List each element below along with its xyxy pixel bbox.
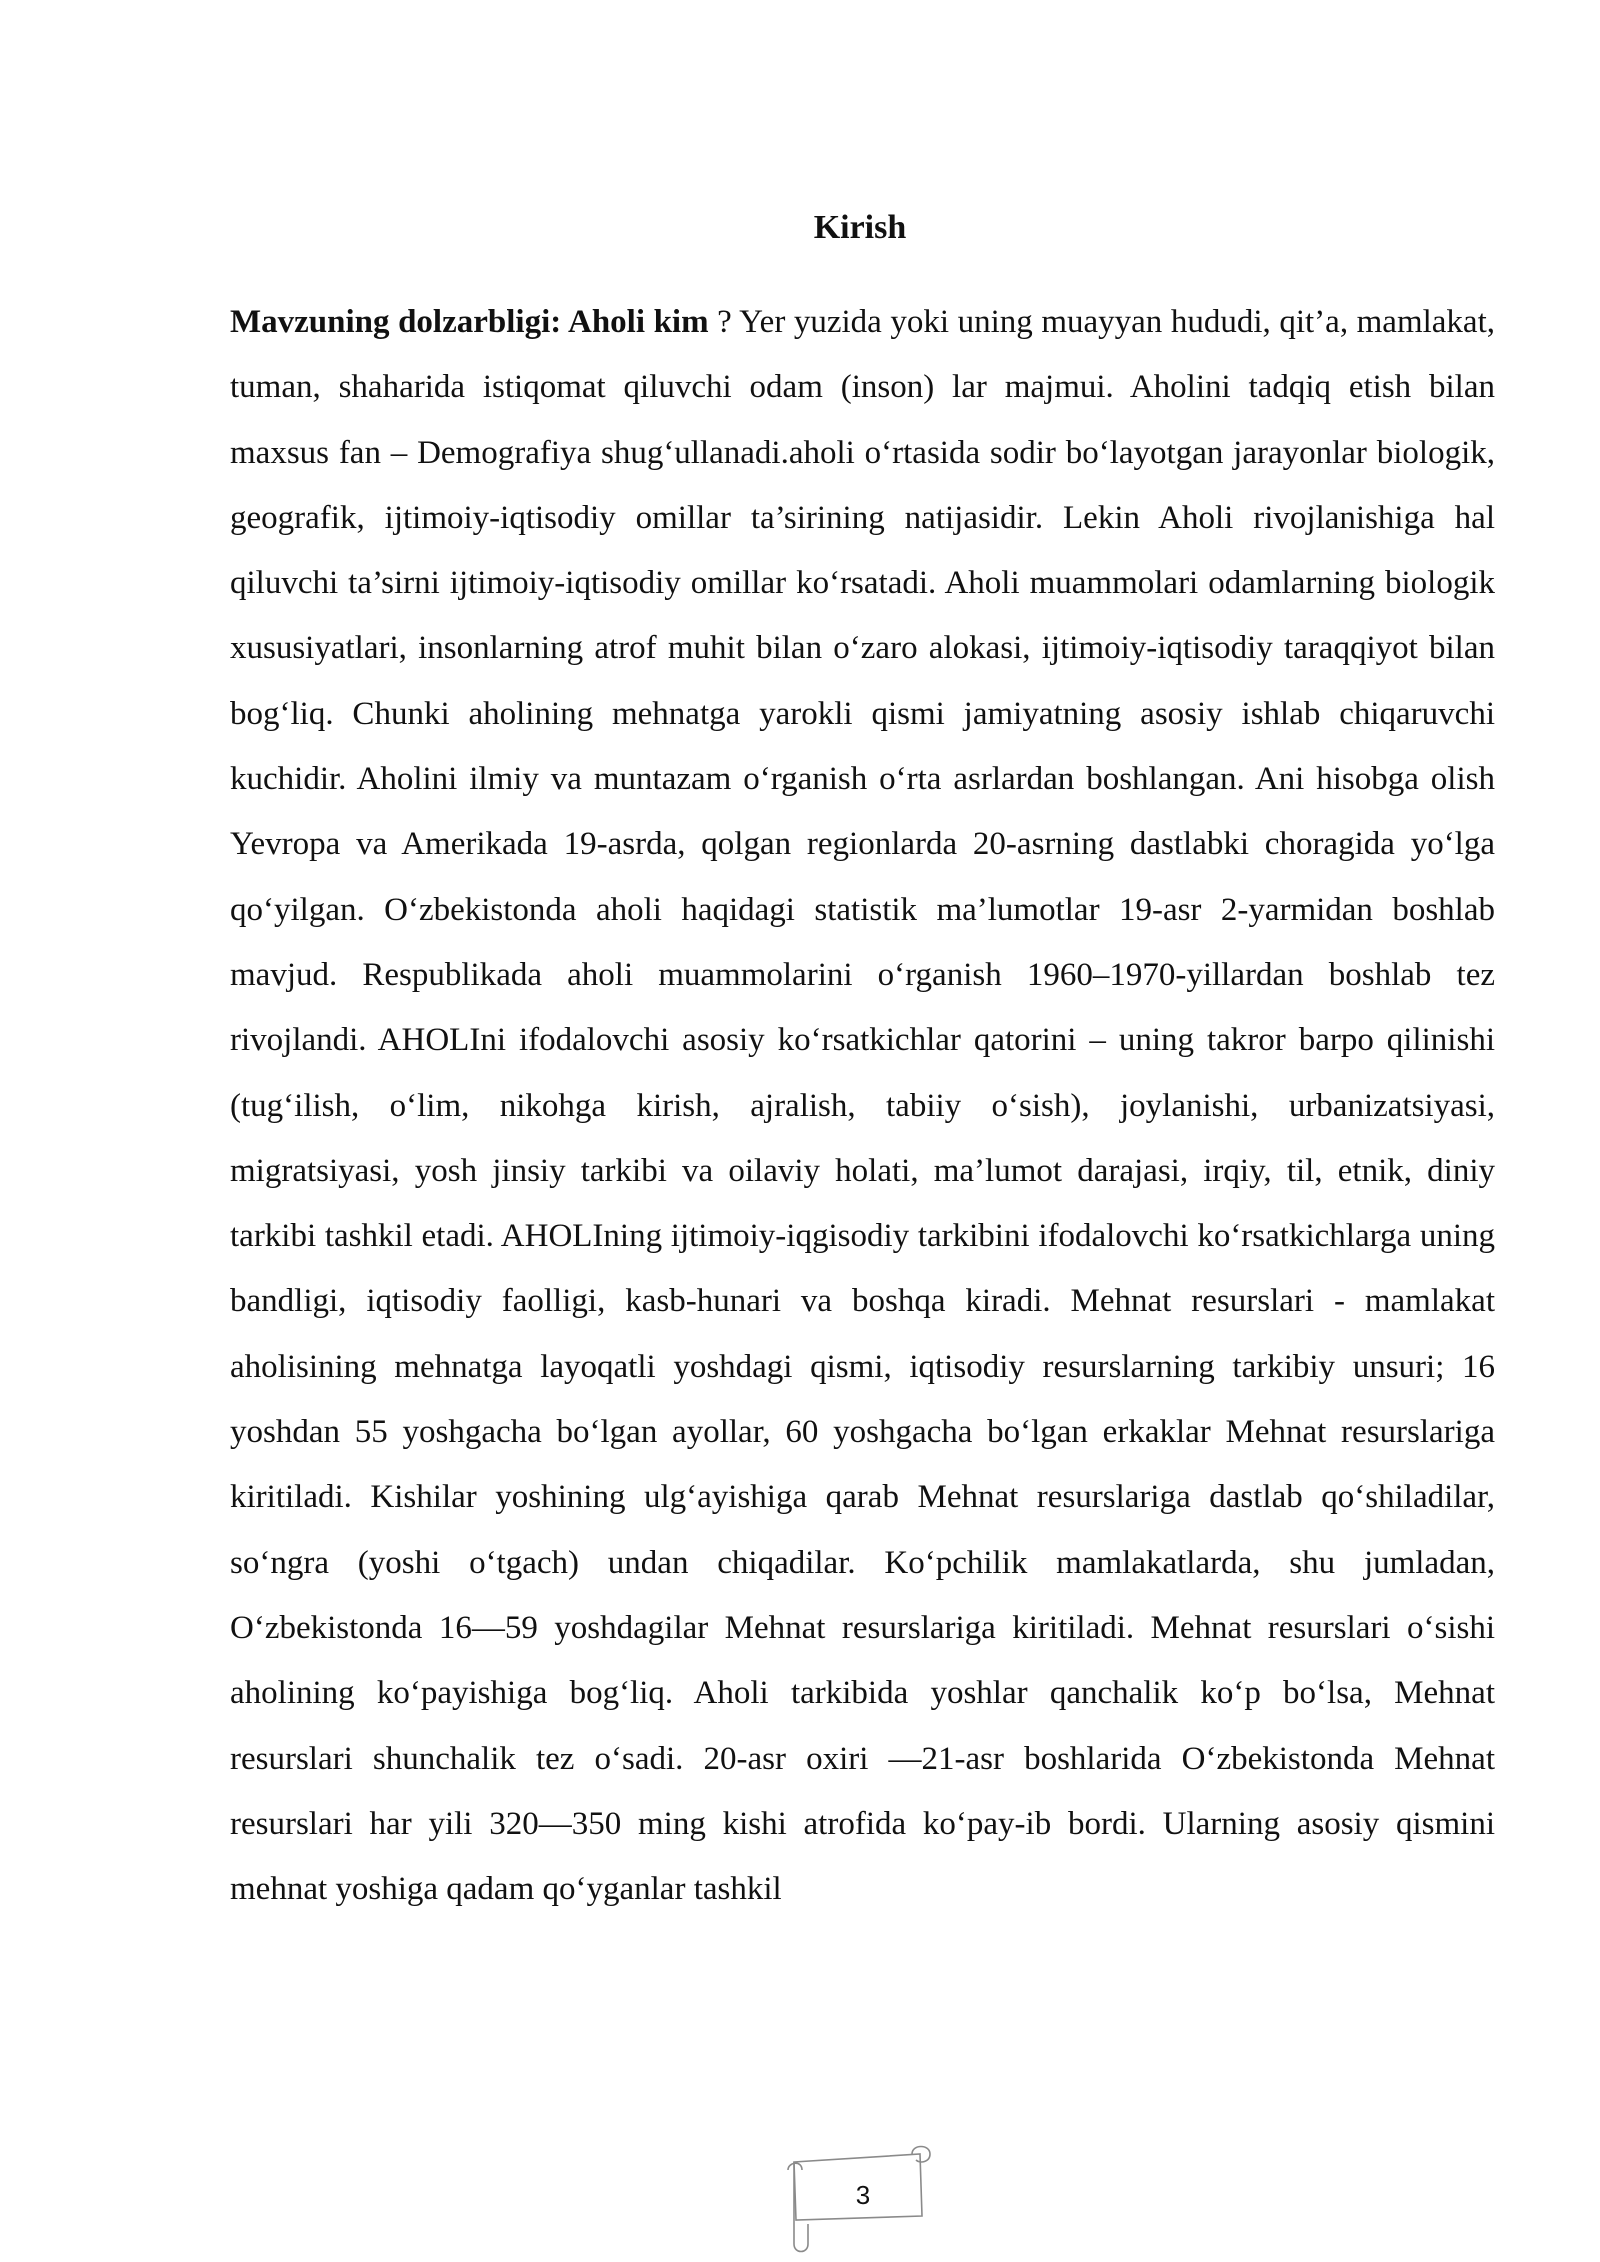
page-number: 3 bbox=[855, 2180, 871, 2210]
intro-paragraph bbox=[230, 290, 1495, 1922]
paragraph-text: ? Yer yuzida yoki uning muayyan hududi, qit’a, mamlakat, tuman, shaharida istiqomat qiluvchi odam (inson) lar majmui. Aholini tadqiq etish bilan maxsus fan – Demografiya shug‘ullanadi.aholi o‘rtasida sodir bo‘layotgan jarayonlar biologik, geografik, ijtimoiy-iqtisodiy omillar ta’sirining natijasidir. Lekin Aholi rivojlanishiga hal qiluvchi ta’sirni ijtimoiy-iqtisodiy omillar ko‘rsatadi. Aholi muammolari odamlarning biologik xususiyatlari, insonlarning atrof muhit bilan o‘zaro alokasi, ijtimoiy-iqtisodiy taraqqiyot bilan bog‘liq. Chunki aholining mehnatga yarokli qismi jamiyatning asosiy ishlab chiqaruvchi kuchidir. Aholini ilmiy va muntazam o‘rganish o‘rta asrlardan boshlangan. Ani hisobga olish Yevropa va Amerikada 19-asrda, qolgan regionlarda 20-asrning dastlabki choragida yo‘lga qo‘yilgan. O‘zbekistonda aholi haqidagi statistik ma’lumotlar 19-asr 2-yarmidan boshlab mavjud. Respublikada aholi muammolarini o‘rganish 1960–1970-yillardan boshlab tez rivojlandi. AHOLIni ifodalovchi asosiy ko‘rsatkichlar qatorini – uning takror barpo qilinishi (tug‘ilish, o‘lim, nikohga kirish, ajralish, tabiiy o‘sish), joylanishi, urbanizatsiyasi, migratsiyasi, yosh jinsiy tarkibi va oilaviy holati, ma’lumot darajasi, irqiy, til, etnik, diniy tarkibi tashkil etadi. AHOLIning ijtimoiy-iqgisodiy tarkibini ifodalovchi ko‘rsatkichlarga uning bandligi, iqtisodiy faolligi, kasb-hunari va boshqa kiradi. Mehnat resurslari - mamlakat aholisining mehnatga layoqatli yoshdagi qismi, iqtisodiy resurslarning tarkibiy unsuri; 16 yoshdan 55 yoshgacha bo‘lgan ayollar, 60 yoshgacha bo‘lgan erkaklar Mehnat resurslariga kiritiladi. Kishilar yoshining ulg‘ayishiga qarab Mehnat resurslariga dastlab qo‘shiladilar, so‘ngra (yoshi o‘tgach) undan chiqadilar. Ko‘pchilik mamlakatlarda, shu jumladan, O‘zbekistonda 16—59 yoshdagilar Mehnat resurslariga kiritiladi. Mehnat resurslari o‘sishi aholining ko‘payishiga bog‘liq. Aholi tarkibida yoshlar qanchalik ko‘p bo‘lsa, Mehnat resurslari shunchalik tez o‘sadi. 20-asr oxiri —21-asr boshlarida O‘zbekistonda Mehnat resurslari har yili 320—350 ming kishi atrofida ko‘pay-ib bordi. Ularning asosiy qismini mehnat yoshiga qadam qo‘yganlar tashkil bbox=[230, 304, 1495, 1908]
page-number-frame bbox=[780, 2140, 940, 2260]
page-title: Kirish bbox=[813, 209, 907, 246]
lead-phrase: Mavzuning dolzarbligi: Aholi kim bbox=[230, 304, 709, 340]
